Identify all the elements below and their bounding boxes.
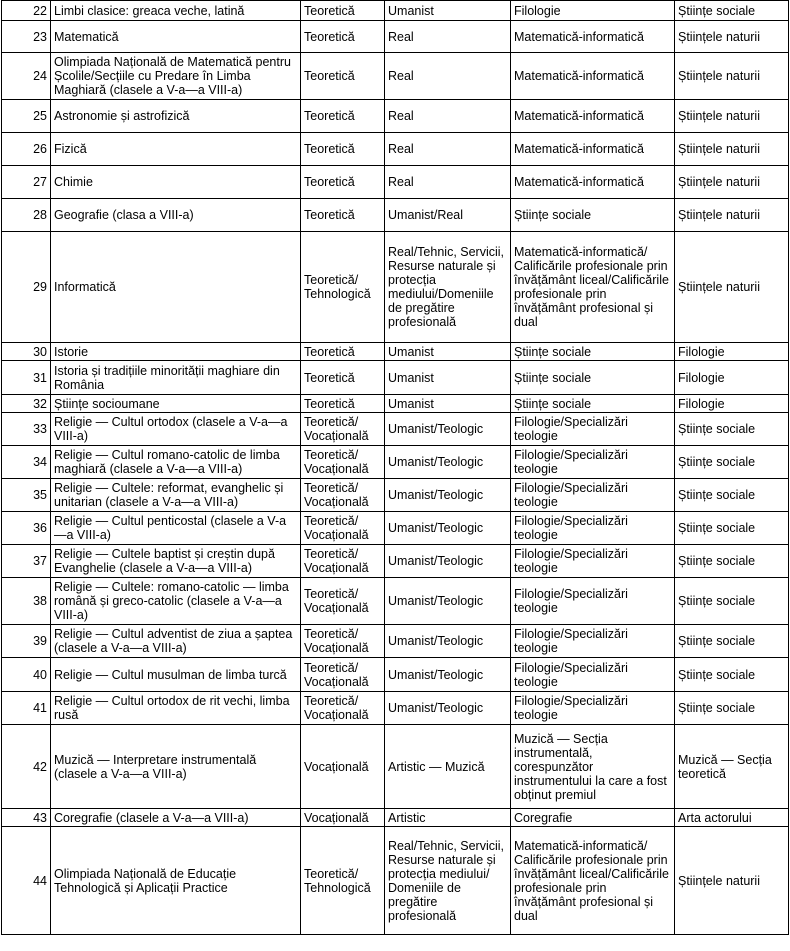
cell-number: 44 — [2, 827, 51, 935]
cell-specialization: Filologie/Specializări teologie — [511, 625, 675, 658]
cell-type: Teoretică — [301, 21, 385, 53]
cell-discipline: Religie — Cultul romano-catolic de limba maghiară (clasele a V-a—a VIII-a) — [51, 446, 301, 479]
cell-alternative: Științele naturii — [675, 827, 789, 935]
cell-specialization: Matematică-informatică — [511, 133, 675, 166]
cell-type: Teoretică — [301, 343, 385, 361]
cell-specialization: Filologie — [511, 1, 675, 21]
cell-specialization: Filologie/Specializări teologie — [511, 658, 675, 692]
table-row — [2, 1, 789, 21]
cell-type: Teoretică/ Vocațională — [301, 692, 385, 725]
cell-profile: Umanist/Teologic — [385, 692, 511, 725]
table-row — [2, 133, 789, 166]
cell-type: Teoretică — [301, 1, 385, 21]
cell-type: Vocațională — [301, 725, 385, 809]
cell-specialization: Matematică-informatică — [511, 53, 675, 100]
cell-alternative: Științe sociale — [675, 545, 789, 578]
cell-discipline: Informatică — [51, 232, 301, 343]
cell-profile: Real — [385, 21, 511, 53]
cell-number: 40 — [2, 658, 51, 692]
cell-number: 28 — [2, 199, 51, 232]
cell-alternative: Științe sociale — [675, 479, 789, 512]
cell-specialization: Matematică-informatică — [511, 21, 675, 53]
cell-alternative: Științe sociale — [675, 413, 789, 446]
cell-profile: Real — [385, 100, 511, 133]
cell-number: 42 — [2, 725, 51, 809]
cell-discipline: Coregrafie (clasele a V-a—a VIII-a) — [51, 809, 301, 827]
table-row — [2, 446, 789, 479]
cell-type: Teoretică/ Tehnologică — [301, 232, 385, 343]
cell-specialization: Matematică-informatică/ Calificările profesionale prin învățământ liceal/Calificările profesionale prin învățământ profesional și dual — [511, 232, 675, 343]
cell-number: 33 — [2, 413, 51, 446]
table-row — [2, 545, 789, 578]
table-row — [2, 343, 789, 361]
cell-number: 31 — [2, 361, 51, 395]
cell-discipline: Religie — Cultul ortodox (clasele a V-a—a VIII-a) — [51, 413, 301, 446]
cell-profile: Umanist/Teologic — [385, 658, 511, 692]
cell-number: 25 — [2, 100, 51, 133]
cell-alternative: Științe sociale — [675, 446, 789, 479]
cell-specialization: Filologie/Specializări teologie — [511, 578, 675, 625]
table-row — [2, 625, 789, 658]
cell-alternative: Științe sociale — [675, 512, 789, 545]
cell-specialization: Filologie/Specializări teologie — [511, 512, 675, 545]
cell-discipline: Istorie — [51, 343, 301, 361]
cell-number: 39 — [2, 625, 51, 658]
cell-number: 43 — [2, 809, 51, 827]
cell-alternative: Științe sociale — [675, 625, 789, 658]
cell-discipline: Geografie (clasa a VIII-a) — [51, 199, 301, 232]
cell-specialization: Matematică-informatică — [511, 166, 675, 199]
table-row — [2, 413, 789, 446]
cell-type: Teoretică/ Vocațională — [301, 479, 385, 512]
olympiad-table — [1, 0, 789, 935]
cell-specialization: Matematică-informatică/ Calificările profesionale prin învățământ liceal/Calificările profesionale prin învățământ profesional și dual — [511, 827, 675, 935]
cell-type: Teoretică — [301, 199, 385, 232]
table-row — [2, 166, 789, 199]
cell-specialization: Matematică-informatică — [511, 100, 675, 133]
cell-type: Teoretică — [301, 166, 385, 199]
cell-number: 38 — [2, 578, 51, 625]
cell-profile: Real — [385, 166, 511, 199]
cell-discipline: Științe socioumane — [51, 395, 301, 413]
cell-number: 27 — [2, 166, 51, 199]
cell-discipline: Religie — Cultele baptist și creștin după Evanghelie (clasele a V-a—a VIII-a) — [51, 545, 301, 578]
cell-number: 22 — [2, 1, 51, 21]
cell-profile: Real/Tehnic, Servicii, Resurse naturale și protecția mediului/Domeniile de pregătire profesională — [385, 232, 511, 343]
cell-specialization: Filologie/Specializări teologie — [511, 413, 675, 446]
table-row — [2, 512, 789, 545]
table-row — [2, 232, 789, 343]
cell-profile: Umanist/Teologic — [385, 479, 511, 512]
table-row — [2, 692, 789, 725]
cell-discipline: Chimie — [51, 166, 301, 199]
cell-specialization: Filologie/Specializări teologie — [511, 545, 675, 578]
cell-profile: Umanist/Teologic — [385, 512, 511, 545]
cell-discipline: Astronomie și astrofizică — [51, 100, 301, 133]
table-row — [2, 100, 789, 133]
cell-type: Teoretică/ Vocațională — [301, 512, 385, 545]
cell-number: 41 — [2, 692, 51, 725]
cell-type: Teoretică/ Vocațională — [301, 578, 385, 625]
cell-profile: Real/Tehnic, Servicii, Resurse naturale și protecția mediului/ Domeniile de pregătire profesională — [385, 827, 511, 935]
cell-specialization: Filologie/Specializări teologie — [511, 479, 675, 512]
cell-discipline: Religie — Cultul adventist de ziua a șaptea (clasele a V-a—a VIII-a) — [51, 625, 301, 658]
cell-alternative: Arta actorului — [675, 809, 789, 827]
cell-number: 30 — [2, 343, 51, 361]
cell-profile: Umanist — [385, 343, 511, 361]
cell-type: Teoretică/ Vocațională — [301, 625, 385, 658]
cell-alternative: Științele naturii — [675, 133, 789, 166]
table-row — [2, 53, 789, 100]
cell-number: 37 — [2, 545, 51, 578]
cell-discipline: Religie — Cultul ortodox de rit vechi, limba rusă — [51, 692, 301, 725]
cell-type: Teoretică — [301, 395, 385, 413]
cell-profile: Umanist — [385, 361, 511, 395]
cell-alternative: Științele naturii — [675, 232, 789, 343]
cell-alternative: Științe sociale — [675, 578, 789, 625]
cell-number: 36 — [2, 512, 51, 545]
cell-alternative: Științele naturii — [675, 166, 789, 199]
cell-discipline: Religie — Cultele: reformat, evanghelic și unitarian (clasele a V-a—a VIII-a) — [51, 479, 301, 512]
table-row — [2, 809, 789, 827]
cell-specialization: Coregrafie — [511, 809, 675, 827]
cell-type: Teoretică/ Vocațională — [301, 545, 385, 578]
cell-type: Teoretică/ Vocațională — [301, 446, 385, 479]
cell-profile: Artistic — Muzică — [385, 725, 511, 809]
cell-profile: Umanist/Teologic — [385, 446, 511, 479]
table-row — [2, 21, 789, 53]
cell-profile: Real — [385, 53, 511, 100]
cell-number: 29 — [2, 232, 51, 343]
cell-discipline: Istoria și tradițiile minorității maghiare din România — [51, 361, 301, 395]
cell-number: 34 — [2, 446, 51, 479]
cell-type: Teoretică — [301, 53, 385, 100]
cell-profile: Umanist/Teologic — [385, 625, 511, 658]
cell-specialization: Științe sociale — [511, 361, 675, 395]
table-row — [2, 658, 789, 692]
table-row — [2, 578, 789, 625]
cell-profile: Umanist — [385, 1, 511, 21]
cell-alternative: Științele naturii — [675, 199, 789, 232]
cell-discipline: Fizică — [51, 133, 301, 166]
cell-alternative: Muzică — Secția teoretică — [675, 725, 789, 809]
table-row — [2, 725, 789, 809]
cell-type: Teoretică/ Vocațională — [301, 413, 385, 446]
cell-discipline: Muzică — Interpretare instrumentală (clasele a V-a—a VIII-a) — [51, 725, 301, 809]
cell-profile: Umanist — [385, 395, 511, 413]
cell-profile: Umanist/Teologic — [385, 578, 511, 625]
cell-discipline: Religie — Cultul penticostal (clasele a V-a—a VIII-a) — [51, 512, 301, 545]
table-row — [2, 827, 789, 935]
cell-number: 24 — [2, 53, 51, 100]
cell-alternative: Științe sociale — [675, 1, 789, 21]
cell-number: 26 — [2, 133, 51, 166]
cell-profile: Umanist/Teologic — [385, 545, 511, 578]
cell-alternative: Filologie — [675, 395, 789, 413]
cell-discipline: Religie — Cultul musulman de limba turcă — [51, 658, 301, 692]
cell-specialization: Științe sociale — [511, 395, 675, 413]
cell-specialization: Științe sociale — [511, 199, 675, 232]
cell-type: Vocațională — [301, 809, 385, 827]
cell-alternative: Filologie — [675, 343, 789, 361]
cell-profile: Real — [385, 133, 511, 166]
cell-type: Teoretică/ Vocațională — [301, 658, 385, 692]
table-row — [2, 199, 789, 232]
cell-number: 32 — [2, 395, 51, 413]
cell-alternative: Filologie — [675, 361, 789, 395]
cell-specialization: Filologie/Specializări teologie — [511, 692, 675, 725]
cell-alternative: Științe sociale — [675, 658, 789, 692]
cell-profile: Artistic — [385, 809, 511, 827]
cell-specialization: Muzică — Secția instrumentală, corespunzător instrumentului la care a fost obținut premiul — [511, 725, 675, 809]
cell-alternative: Științele naturii — [675, 21, 789, 53]
cell-alternative: Științe sociale — [675, 692, 789, 725]
cell-discipline: Limbi clasice: greaca veche, latină — [51, 1, 301, 21]
table-body — [2, 1, 789, 935]
cell-type: Teoretică — [301, 100, 385, 133]
cell-type: Teoretică/ Tehnologică — [301, 827, 385, 935]
cell-discipline: Olimpiada Națională de Educație Tehnologică și Aplicații Practice — [51, 827, 301, 935]
cell-discipline: Olimpiada Națională de Matematică pentru Școlile/Secțiile cu Predare în Limba Maghiară (clasele a V-a—a VIII-a) — [51, 53, 301, 100]
cell-profile: Umanist/Teologic — [385, 413, 511, 446]
cell-number: 23 — [2, 21, 51, 53]
cell-number: 35 — [2, 479, 51, 512]
cell-alternative: Științele naturii — [675, 53, 789, 100]
cell-discipline: Matematică — [51, 21, 301, 53]
cell-discipline: Religie — Cultele: romano-catolic — limba română și greco-catolic (clasele a V-a—a VIII-a) — [51, 578, 301, 625]
cell-profile: Umanist/Real — [385, 199, 511, 232]
cell-type: Teoretică — [301, 133, 385, 166]
cell-type: Teoretică — [301, 361, 385, 395]
table-row — [2, 395, 789, 413]
cell-alternative: Științele naturii — [675, 100, 789, 133]
cell-specialization: Filologie/Specializări teologie — [511, 446, 675, 479]
cell-specialization: Științe sociale — [511, 343, 675, 361]
table-row — [2, 479, 789, 512]
table-row — [2, 361, 789, 395]
